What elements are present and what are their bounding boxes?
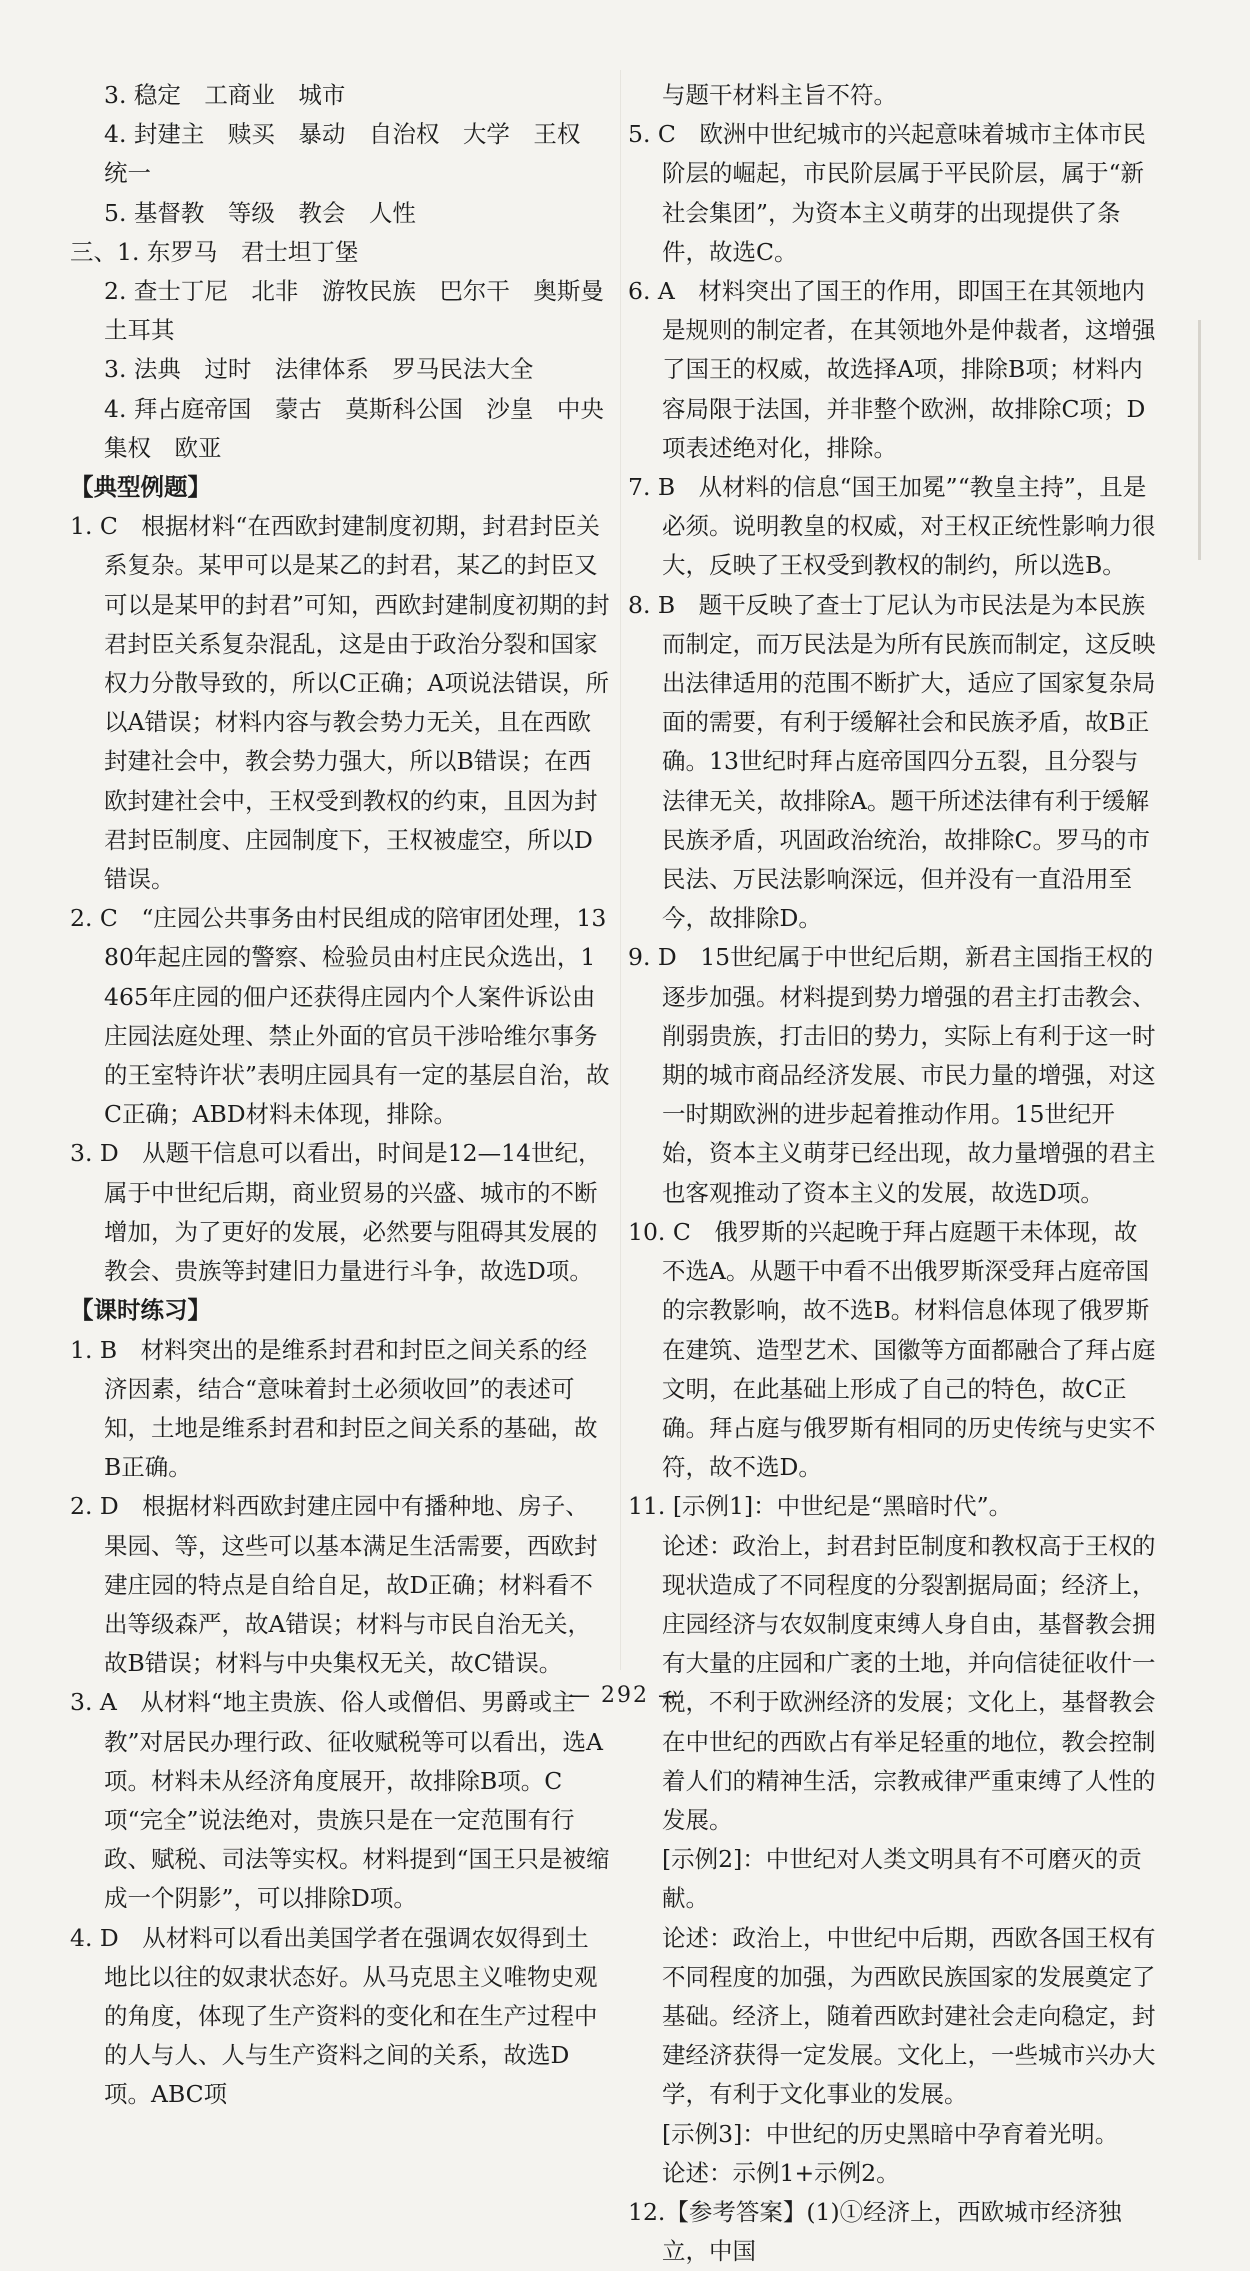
section-heading-class-practice: 【课时练习】: [70, 1296, 211, 1325]
answer-item: 5. C 欧洲中世纪城市的兴起意味着城市主体市民阶层的崛起，市民阶层属于平民阶层，属于“新社会集团”，为资本主义萌芽的出现提供了条件，故选C。: [628, 120, 1146, 266]
answer-item: 11. [示例1]：中世纪是“黑暗时代”。: [628, 1492, 1013, 1521]
answer-sub-item: [示例2]：中世纪对人类文明具有不可磨灭的贡献。: [662, 1845, 1142, 1913]
left-column: [70, 76, 610, 2115]
answer-item: 2. C “庄园公共事务由村民组成的陪审团处理，1380年起庄园的警察、检验员由村庄民众选出，1465年庄园的佃户还获得庄园内个人案件诉讼由庄园法庭处理、禁止外面的官员干涉哈维尔事务的王室特许状”表明庄园具有一定的基层自治，故C正确；ABD材料未体现，排除。: [70, 904, 610, 1129]
answer-line: 4. 拜占庭帝国 蒙古 莫斯科公国 沙皇 中央: [104, 394, 604, 423]
section-heading-typical-examples: 【典型例题】: [70, 473, 211, 502]
answer-item: 9. D 15世纪属于中世纪后期，新君主国指王权的逐步加强。材料提到势力增强的君主打击教会、削弱贵族，打击旧的势力，实际上有利于这一时期的城市商品经济发展、市民力量的增强，对这一时期欧洲的进步起着推动作用。15世纪开始，资本主义萌芽已经出现，故力量增强的君主也客观推动了资本主义的发展，故选D项。: [628, 943, 1156, 1207]
answer-item: 12.【参考答案】(1)①经济上，西欧城市经济独立，中国: [628, 2197, 1122, 2266]
answer-line: 5. 基督教 等级 教会 人性: [104, 198, 416, 227]
answer-line: 统一: [104, 159, 151, 188]
answer-line: 3. 法典 过时 法律体系 罗马民法大全: [104, 355, 534, 384]
answer-item: 7. B 从材料的信息“国王加冕”“教皇主持”，且是必须。说明教皇的权威，对王权正统性影响力很大，反映了王权受到教权的制约，所以选B。: [628, 473, 1156, 580]
answer-item: 10. C 俄罗斯的兴起晚于拜占庭题干未体现，故不选A。从题干中看不出俄罗斯深受拜占庭帝国的宗教影响，故不选B。材料信息体现了俄罗斯在建筑、造型艺术、国徽等方面都融合了拜占庭文明，在此基础上形成了自己的特色，故C正确。拜占庭与俄罗斯有相同的历史传统与史实不符，故不选D。: [628, 1217, 1156, 1482]
right-column: [628, 76, 1158, 2271]
answer-line: 4. 封建主 赎买 暴动 自治权 大学 王权: [104, 120, 581, 149]
answer-item: 1. C 根据材料“在西欧封建制度初期，封君封臣关系复杂。某甲可以是某乙的封君，某乙的封臣又可以是某甲的封君”可知，西欧封建制度初期的封君封臣关系复杂混乱，这是由于政治分裂和国家权力分散导致的，所以C正确；A项说法错误，所以A错误；材料内容与教会势力无关，且在西欧封建社会中，教会势力强大，所以B错误；在西欧封建社会中，王权受到教权的约束，且因为封君封臣制度、庄园制度下，王权被虚空，所以D错误。: [70, 512, 610, 894]
answer-sub-item: 论述：政治上，封君封臣制度和教权高于王权的现状造成了不同程度的分裂割据局面；经济上，庄园经济与农奴制度束缚人身自由，基督教会拥有大量的庄园和广袤的土地，并向信徒征收什一税，不利于欧洲经济的发展；文化上，基督教会在中世纪的西欧占有举足轻重的地位，教会控制着人们的精神生活，宗教戒律严重束缚了人性的发展。: [662, 1531, 1156, 1834]
column-divider: [620, 70, 621, 1670]
answer-sub-item: 论述：政治上，中世纪中后期，西欧各国王权有不同程度的加强，为西欧民族国家的发展奠定了基础。经济上，随着西欧封建社会走向稳定，封建经济获得一定发展。文化上，一些城市兴办大学，有利于文化事业的发展。: [662, 1923, 1156, 2109]
answer-item: 3. A 从材料“地主贵族、俗人或僧侣、男爵或主教”对居民办理行政、征收赋税等可以看出，选A项。材料未从经济角度展开，故排除B项。C项“完全”说法绝对，贵族只是在一定范围有行政、赋税、司法等实权。材料提到“国王只是被缩成一个阴影”，可以排除D项。: [70, 1688, 610, 1913]
page-number: — 292 —: [568, 1683, 682, 1708]
answer-item: 2. D 根据材料西欧封建庄园中有播种地、房子、果园、等，这些可以基本满足生活需要，西欧封建庄园的特点是自给自足，故D正确；材料看不出等级森严，故A错误；材料与市民自治无关，故B错误；材料与中央集权无关，故C错误。: [70, 1492, 598, 1678]
answer-item: 8. B 题干反映了查士丁尼认为市民法是为本民族而制定，而万民法是为所有民族而制定，这反映出法律适用的范围不断扩大，适应了国家复杂局面的需要，有利于缓解社会和民族矛盾，故B正确。13世纪时拜占庭帝国四分五裂，且分裂与法律无关，故排除A。题干所述法律有利于缓解民族矛盾，巩固政治统治，故排除C。罗马的市民法、万民法影响深远，但并没有一直沿用至今，故排除D。: [628, 590, 1156, 933]
answer-line: 2. 查士丁尼 北非 游牧民族 巴尔干 奥斯曼: [104, 277, 604, 306]
answer-item: 6. A 材料突出了国王的作用，即国王在其领地内是规则的制定者，在其领地外是仲裁者，这增强了国王的权威，故选择A项，排除B项；材料内容局限于法国，并非整个欧洲，故排除C项；D项表述绝对化，排除。: [628, 277, 1156, 462]
answer-item: 1. B 材料突出的是维系封君和封臣之间关系的经济因素，结合“意味着封土必须收回”的表述可知，土地是维系封君和封臣之间关系的基础，故B正确。: [70, 1335, 598, 1482]
answer-item: 3. D 从题干信息可以看出，时间是12—14世纪，属于中世纪后期，商业贸易的兴盛、城市的不断增加，为了更好的发展，必然要与阻碍其发展的教会、贵族等封建旧力量进行斗争，故选D项。: [70, 1139, 602, 1286]
answer-item: 与题干材料主旨不符。: [662, 81, 897, 109]
answer-line: 3. 稳定 工商业 城市: [104, 81, 346, 109]
answer-sub-item: [示例3]：中世纪的历史黑暗中孕育着光明。: [662, 2119, 1119, 2148]
answer-item: 4. D 从材料可以看出美国学者在强调农奴得到土地比以往的奴隶状态好。从马克思主义唯物史观的角度，体现了生产资料的变化和在生产过程中的人与人、人与生产资料之间的关系，故选D项。ABC项: [70, 1923, 598, 2109]
scan-margin-mark: [1198, 320, 1201, 560]
answer-line: 集权 欧亚: [104, 433, 222, 462]
answer-sub-item: 论述：示例1+示例2。: [662, 2158, 900, 2187]
answer-line: 三、1. 东罗马 君士坦丁堡: [70, 237, 359, 266]
answer-line: 土耳其: [104, 316, 175, 345]
